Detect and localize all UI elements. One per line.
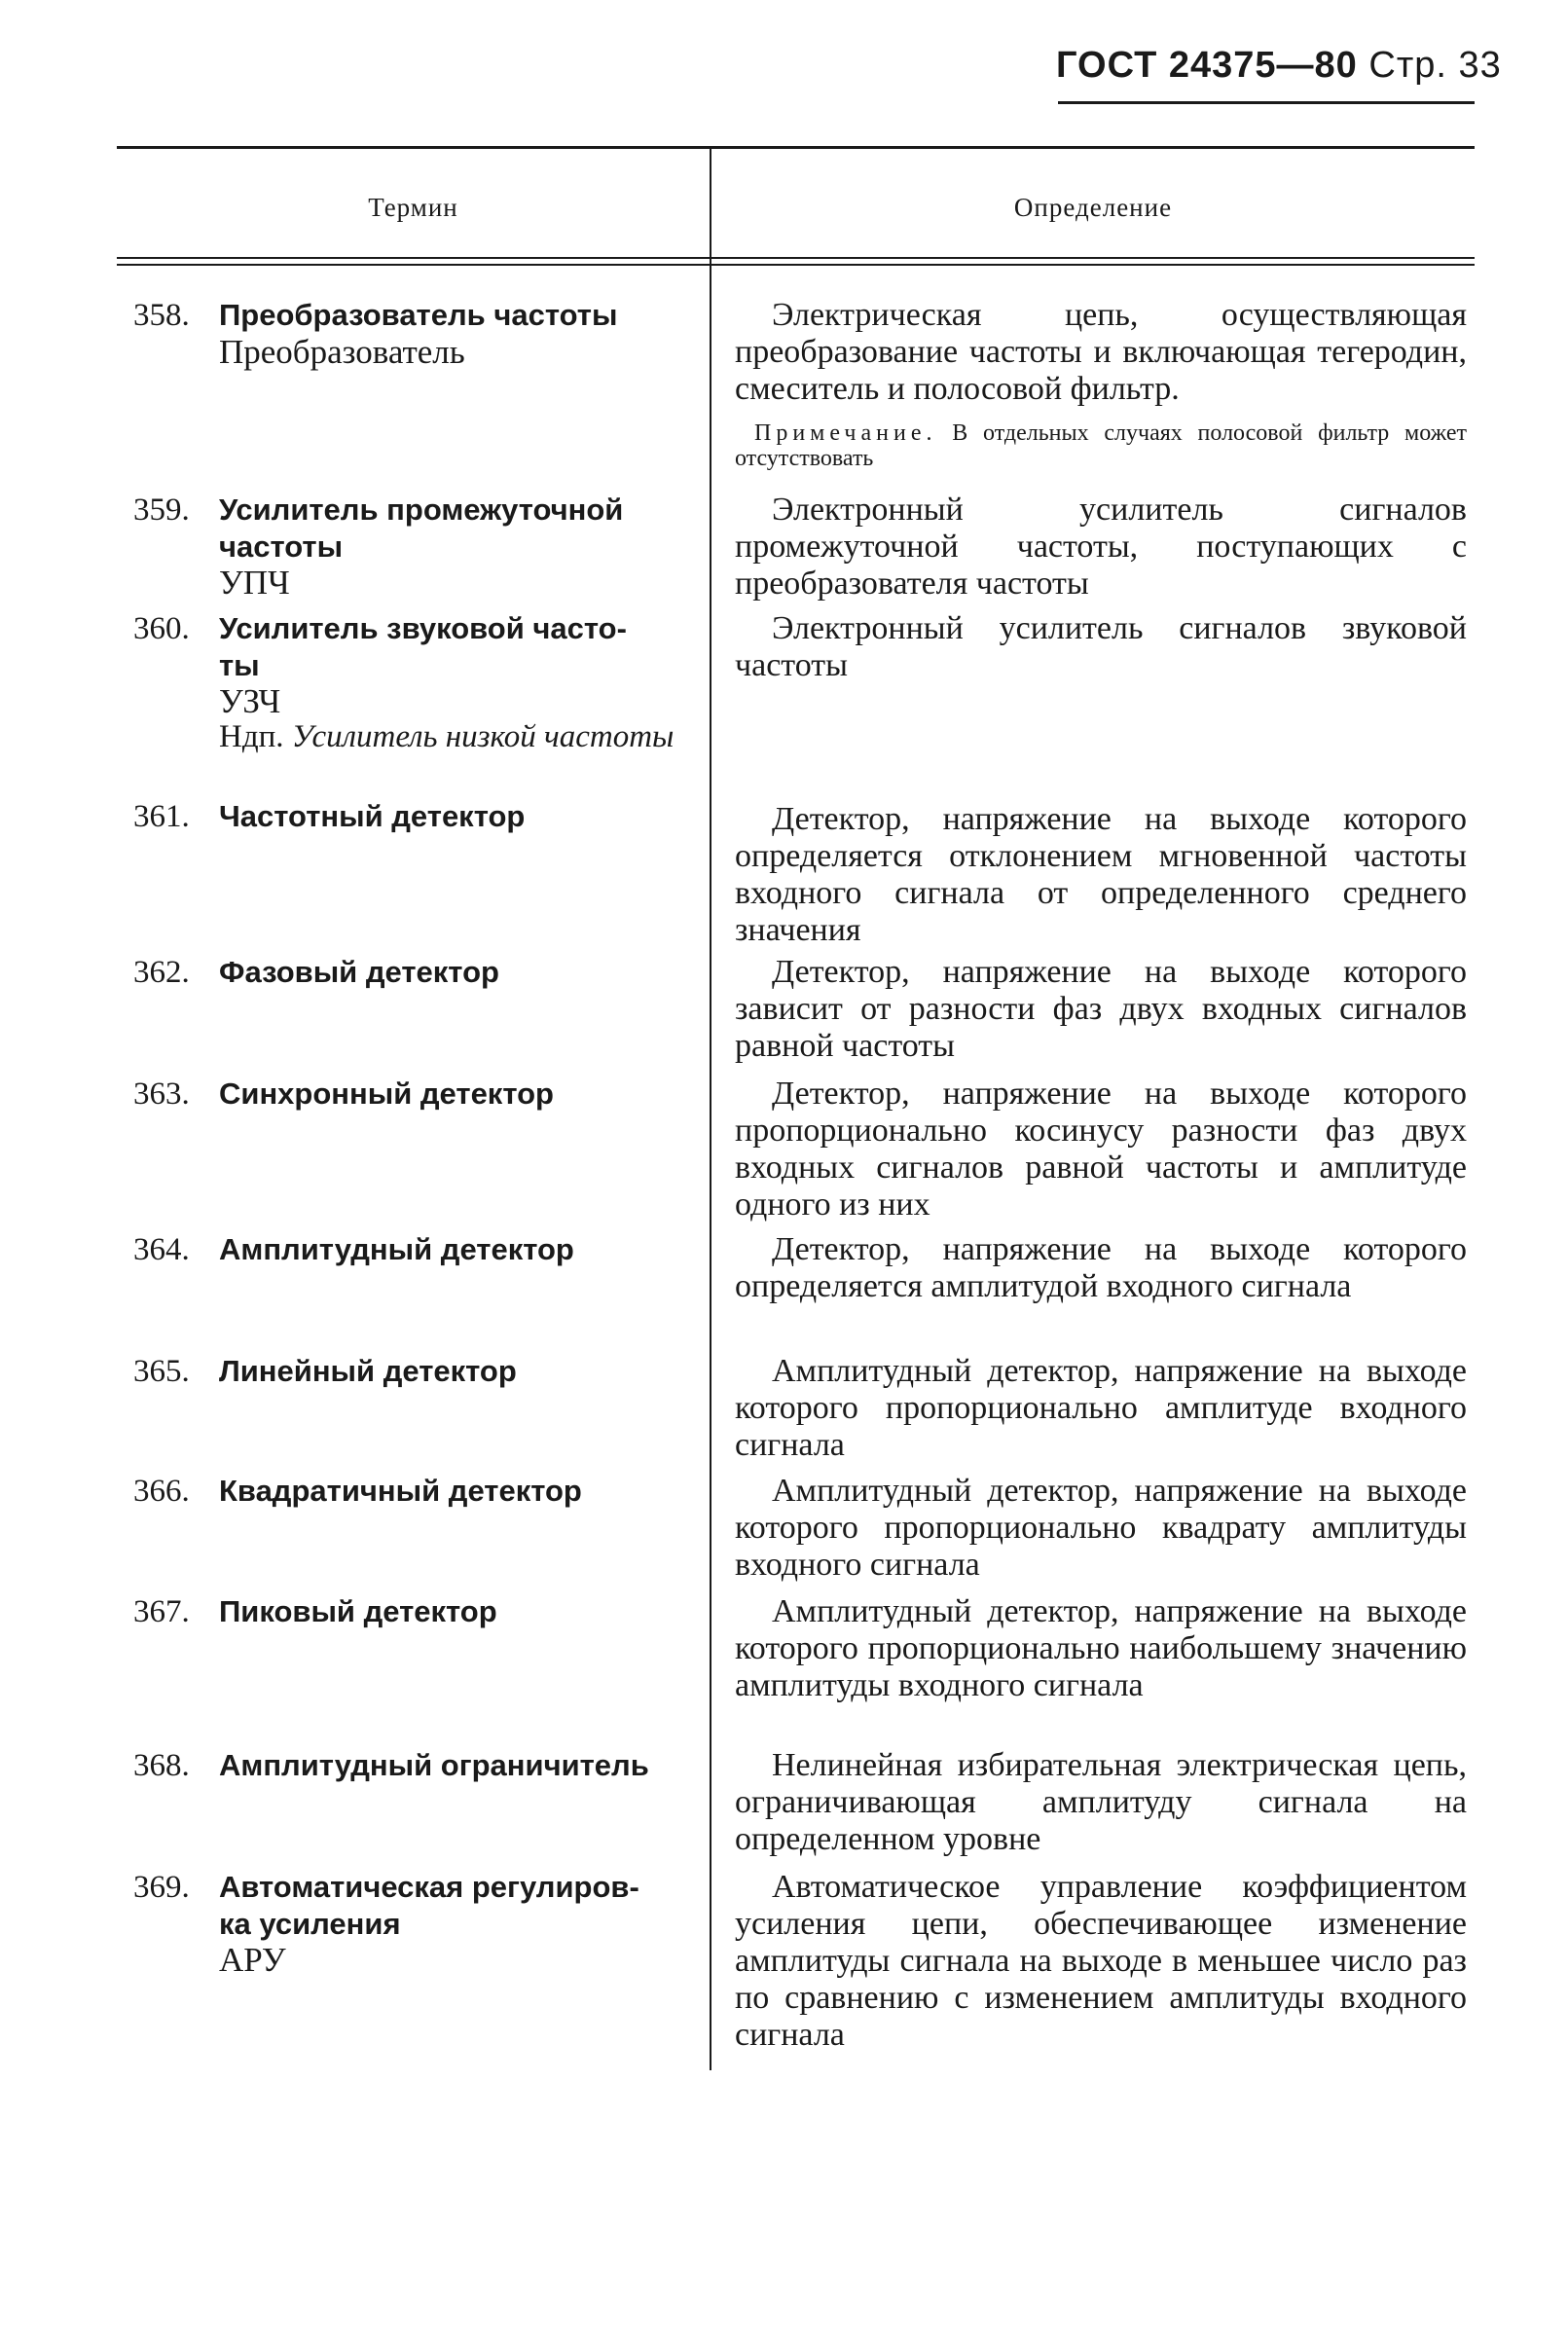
definition-text: Амплитудный детектор, напряжение на выходе которого пропорционально амплитуде входного сигнала: [735, 1353, 1467, 1463]
note-358: [735, 420, 1467, 471]
term-name: Автоматическая регулиров-: [219, 1870, 639, 1904]
definition-text: Амплитудный детектор, напряжение на выходе которого пропорционально наибольшему значению амплитуды входного сигнала: [735, 1593, 1467, 1703]
definition-365: [735, 1353, 1467, 1464]
term-name-continued: ка усиления: [219, 1907, 401, 1941]
entry-number: 362.: [133, 955, 190, 990]
term-358: [133, 297, 685, 370]
table-top-rule: [117, 146, 1475, 149]
entry-number: 364.: [133, 1232, 190, 1267]
term-name: Пиковый детектор: [219, 1594, 497, 1628]
definition-text: Нелинейная избирательная электрическая цепь, ограничивающая амплитуду сигнала на определенном уровне: [735, 1747, 1467, 1857]
definition-text: Детектор, напряжение на выходе которого зависит от разности фаз двух входных сигналов равной частоты: [735, 954, 1467, 1064]
definition-368: [735, 1747, 1467, 1858]
entry-number: 365.: [133, 1354, 190, 1389]
term-361: [133, 798, 685, 835]
entry-number: 369.: [133, 1870, 190, 1905]
definition-363: [735, 1076, 1467, 1223]
entry-number: 363.: [133, 1077, 190, 1112]
header-underline: [1058, 101, 1475, 104]
term-360: [133, 610, 685, 755]
definition-362: [735, 954, 1467, 1065]
definition-359: [735, 492, 1467, 602]
definition-text: Электронный усилитель сигналов промежуточной частоты, поступающих с преобразователя частоты: [735, 492, 1467, 602]
term-363: [133, 1076, 685, 1113]
column-header-definition: Определение: [1013, 193, 1173, 222]
definition-358: [735, 297, 1467, 408]
term-abbreviation: АРУ: [219, 1941, 286, 1979]
definition-text: Детектор, напряжение на выходе которого определяется отклонением мгновенной частоты входного сигнала от определенного среднего значения: [735, 801, 1467, 948]
entry-number: 359.: [133, 493, 190, 528]
term-365: [133, 1353, 685, 1390]
definition-361: [735, 801, 1467, 949]
term-359: [133, 492, 685, 601]
term-not-allowed: [133, 719, 685, 755]
definition-text: Электронный усилитель сигналов звуковой частоты: [735, 610, 1467, 683]
standard-number: ГОСТ 24375—80: [1056, 45, 1358, 86]
term-name-continued: ты: [219, 648, 260, 682]
definition-text: Детектор, напряжение на выходе которого пропорционально косинусу разности фаз двух входных сигналов равной частоты и амплитуде одного из них: [735, 1076, 1467, 1223]
term-name: Частотный детектор: [219, 799, 526, 833]
term-364: [133, 1231, 685, 1268]
term-name: Фазовый детектор: [219, 955, 499, 989]
term-name: Усилитель промежуточной: [219, 493, 624, 527]
definition-364: [735, 1231, 1467, 1305]
definition-369: [735, 1869, 1467, 2054]
definition-360: [735, 610, 1467, 684]
column-header-term: Термин: [368, 193, 458, 222]
running-header: [1056, 45, 1502, 87]
definition-367: [735, 1593, 1467, 1704]
term-366: [133, 1473, 685, 1510]
term-369: [133, 1869, 685, 1978]
note-lead: Примечание.: [754, 420, 937, 446]
entry-number: 360.: [133, 611, 190, 646]
definition-366: [735, 1473, 1467, 1584]
definition-text: Электрическая цепь, осуществляющая преобразование частоты и включающая тегеродин, смеситель и полосовой фильтр.: [735, 297, 1467, 407]
term-368: [133, 1747, 685, 1784]
term-abbreviation: УПЧ: [219, 564, 290, 602]
term-367: [133, 1593, 685, 1630]
term-abbreviation: УЗЧ: [219, 682, 281, 720]
term-name: Квадратичный детектор: [219, 1474, 582, 1508]
term-synonym: Преобразователь: [219, 333, 465, 371]
note-text: В отдельных случаях полосовой фильтр может отсутствовать: [735, 420, 1468, 471]
term-name: Преобразователь частоты: [219, 298, 618, 332]
term-name: Линейный детектор: [219, 1354, 517, 1388]
definition-text: Амплитудный детектор, напряжение на выходе которого пропорционально квадрату амплитуды входного сигнала: [735, 1473, 1467, 1583]
definition-text: Детектор, напряжение на выходе которого определяется амплитудой входного сигнала: [735, 1231, 1467, 1304]
definition-text: Автоматическое управление коэффициентом усиления цепи, обеспечивающее изменение амплитуды сигнала на выходе в меньшее число раз по сравнению с изменением амплитуды входного сигнала: [735, 1869, 1467, 2053]
entry-number: 367.: [133, 1594, 190, 1629]
term-name: Усилитель звуковой часто-: [219, 611, 627, 645]
entry-number: 361.: [133, 799, 190, 834]
term-name: Амплитудный ограничитель: [219, 1748, 649, 1782]
ndp-label: Ндп.: [219, 719, 284, 754]
ndp-term: Усилитель низкой частоты: [291, 719, 675, 754]
term-name-continued: частоты: [219, 529, 344, 564]
table-header-rule-double: [117, 264, 1475, 266]
page-number: Стр. 33: [1368, 45, 1502, 86]
table-header-rule: [117, 257, 1475, 259]
term-362: [133, 954, 685, 991]
entry-number: 366.: [133, 1474, 190, 1509]
entry-number: 358.: [133, 298, 190, 333]
entry-number: 368.: [133, 1748, 190, 1783]
term-name: Амплитудный детектор: [219, 1232, 574, 1266]
column-divider: [710, 146, 711, 2070]
term-name: Синхронный детектор: [219, 1077, 554, 1111]
